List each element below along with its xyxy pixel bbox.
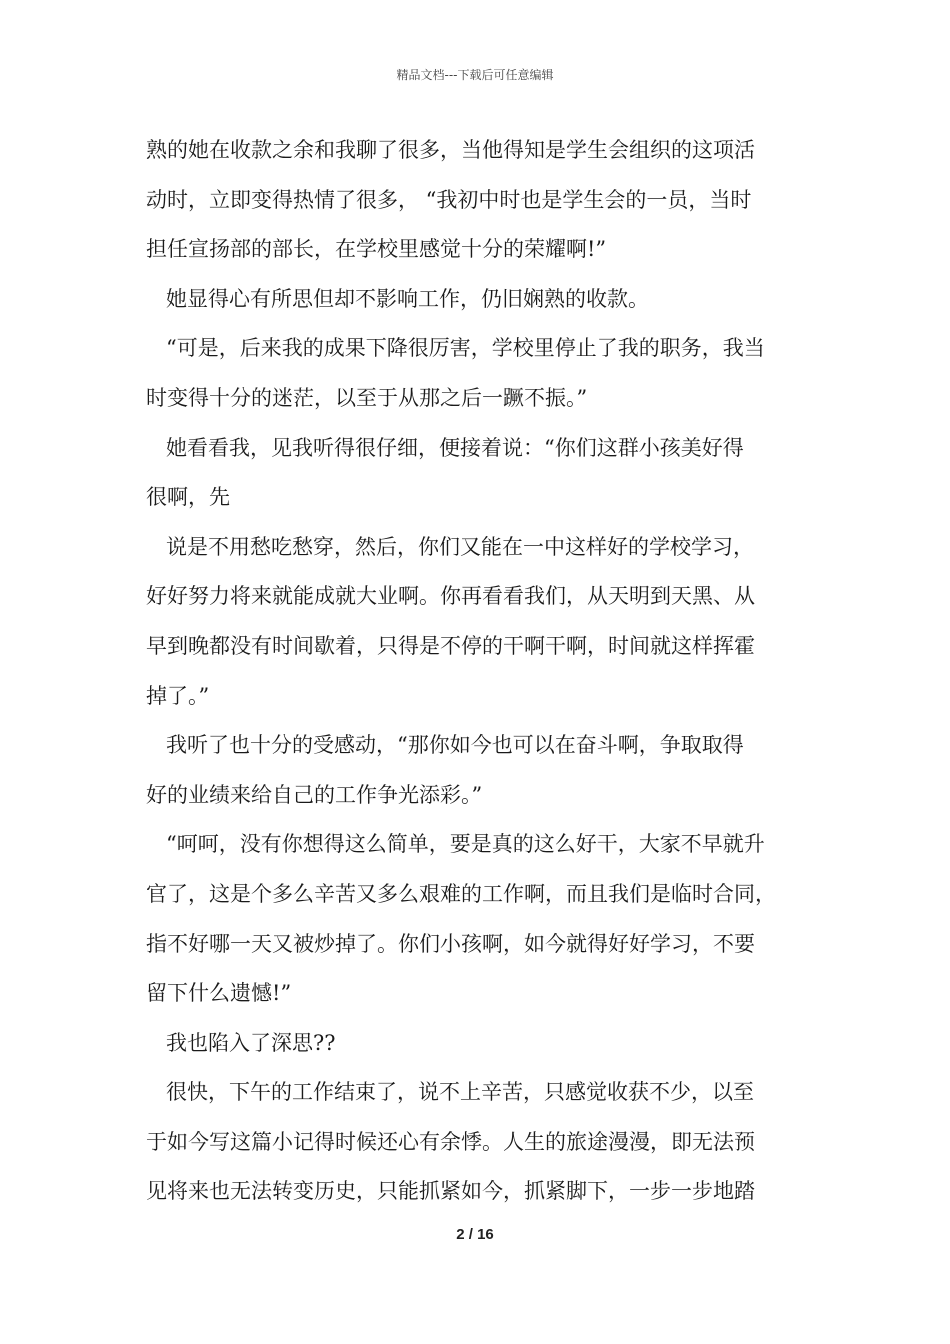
text-line: 她看看我，见我听得很仔细，便接着说：“你们这群小孩美好得 — [166, 435, 744, 460]
text-line: 担任宣扬部的部长，在学校里感觉十分的荣耀啊!” — [146, 237, 607, 262]
text-line: “呵呵，没有你想得这么简单，要是真的这么好干，大家不早就升 — [166, 832, 765, 857]
text-line: 掉了。” — [146, 683, 210, 708]
text-line: 好的业绩来给自己的工作争光添彩。” — [146, 782, 483, 807]
text-line: 熟的她在收款之余和我聊了很多，当他得知是学生会组织的这项活 — [146, 138, 755, 162]
text-line: 官了，这是个多么辛苦又多么艰难的工作啊，而且我们是临时合同， — [146, 881, 776, 906]
text-line: 于如今写这篇小记得时候还心有余悸。人生的旅途漫漫，即无法预 — [146, 1129, 755, 1154]
text-line: 时变得十分的迷茫，以至于从那之后一蹶不振。” — [146, 385, 588, 410]
text-line: 动时，立即变得热情了很多， “我初中时也是学生会的一员，当时 — [146, 187, 752, 212]
text-line: “可是，后来我的成果下降很厉害，学校里停止了我的职务，我当 — [166, 336, 765, 361]
text-line: 我也陷入了深思?? — [166, 1030, 336, 1055]
text-line: 很啊，先 — [146, 485, 230, 510]
text-line: 好好努力将来就能成就大业啊。你再看看我们，从天明到天黑、从 — [146, 584, 755, 609]
text-line: 指不好哪一天又被炒掉了。你们小孩啊，如今就得好好学习，不要 — [146, 931, 755, 956]
text-line: 她显得心有所思但却不影响工作，仍旧娴熟的收款。 — [166, 286, 649, 311]
text-line: 留下什么遗憾!” — [146, 981, 292, 1006]
text-line: 早到晚都没有时间歇着，只得是不停的干啊干啊，时间就这样挥霍 — [146, 633, 755, 658]
page-header: 精品文档---下载后可任意编辑 — [396, 68, 554, 82]
text-line: 见将来也无法转变历史，只能抓紧如今，抓紧脚下，一步一步地踏 — [146, 1179, 755, 1204]
page-number: 2 / 16 — [456, 1226, 494, 1243]
text-line: 说是不用愁吃愁穿，然后，你们又能在一中这样好的学校学习， — [166, 534, 754, 559]
text-line: 我听了也十分的受感动，“那你如今也可以在奋斗啊，争取取得 — [166, 733, 744, 758]
text-line: 很快，下午的工作结束了，说不上辛苦，只感觉收获不少，以至 — [166, 1080, 754, 1105]
document-body — [146, 126, 836, 1217]
